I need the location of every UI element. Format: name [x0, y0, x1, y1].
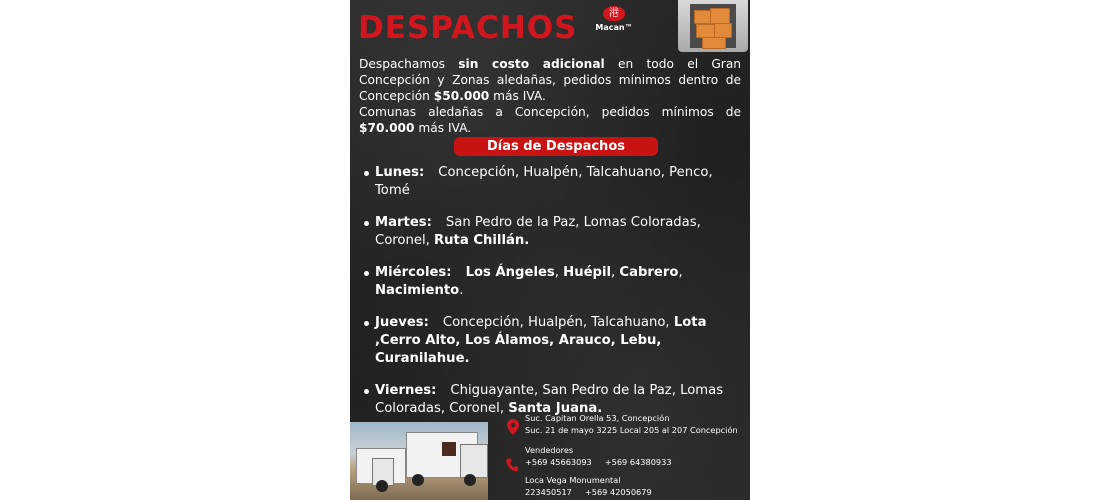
address-line-2: Suc. 21 de mayo 3225 Local 205 al 207 Concepción — [525, 425, 738, 435]
wheel — [412, 474, 424, 486]
vendedores-label: Vendedores — [525, 445, 574, 455]
box-illustration — [702, 37, 726, 49]
truck-boxes-illustration — [678, 0, 748, 52]
vega-label: Loca Vega Monumental — [525, 475, 621, 485]
page-title: DESPACHOS — [358, 10, 578, 46]
map-pin-icon — [507, 419, 519, 435]
delivery-trucks-photo — [350, 422, 488, 500]
macan-logo — [594, 6, 634, 40]
address-line-1: Suc. Capitan Orella 53, Concepción — [525, 413, 670, 423]
box-illustration — [710, 8, 730, 24]
delivery-days-list — [362, 164, 740, 432]
logo-text: Macan™ — [595, 23, 633, 32]
list-item-lunes: Lunes: Concepción, Hualpén, Talcahuano, Penco, Tomé — [362, 164, 740, 200]
vendedores-phones: +569 45663093 +569 64380933 — [525, 457, 672, 467]
list-item-viernes: Viernes: Chiguayante, San Pedro de la Paz, Lomas Coloradas, Coronel, Santa Juana. — [362, 382, 740, 418]
phone-block — [500, 444, 750, 500]
intro-text: Despachamos sin costo adicional en todo el Gran Concepción y Zonas aledañas, pedidos mínimos dentro de Concepción $50.000 más IVA. Comunas aledañas a Concepción, pedidos mínimos de $70.000 más IVA. — [359, 57, 742, 135]
vega-phones: 223450517 +569 42050679 — [525, 487, 652, 497]
list-item-jueves: Jueves: Concepción, Hualpén, Talcahuano, Lota ,Cerro Alto, Los Álamos, Arauco, Lebu, Curanilahue. — [362, 314, 740, 368]
despachos-poster — [350, 0, 750, 500]
contact-info — [500, 412, 750, 500]
wheel — [464, 474, 476, 486]
truck-interior — [690, 4, 736, 48]
phone-icon — [506, 458, 518, 472]
wheel — [376, 480, 388, 492]
logo-mark: 港 — [603, 6, 625, 21]
list-item-martes: Martes: San Pedro de la Paz, Lomas Coloradas, Coronel, Ruta Chillán. — [362, 214, 740, 250]
truck-cab — [460, 444, 488, 478]
truck-logo-decal — [442, 442, 456, 456]
list-item-miercoles: Miércoles: Los Ángeles, Huépil, Cabrero, Nacimiento. — [362, 264, 740, 300]
box-illustration — [696, 24, 716, 38]
address-block — [500, 412, 750, 442]
days-heading: Días de Despachos — [454, 137, 658, 156]
box-illustration — [714, 23, 732, 38]
